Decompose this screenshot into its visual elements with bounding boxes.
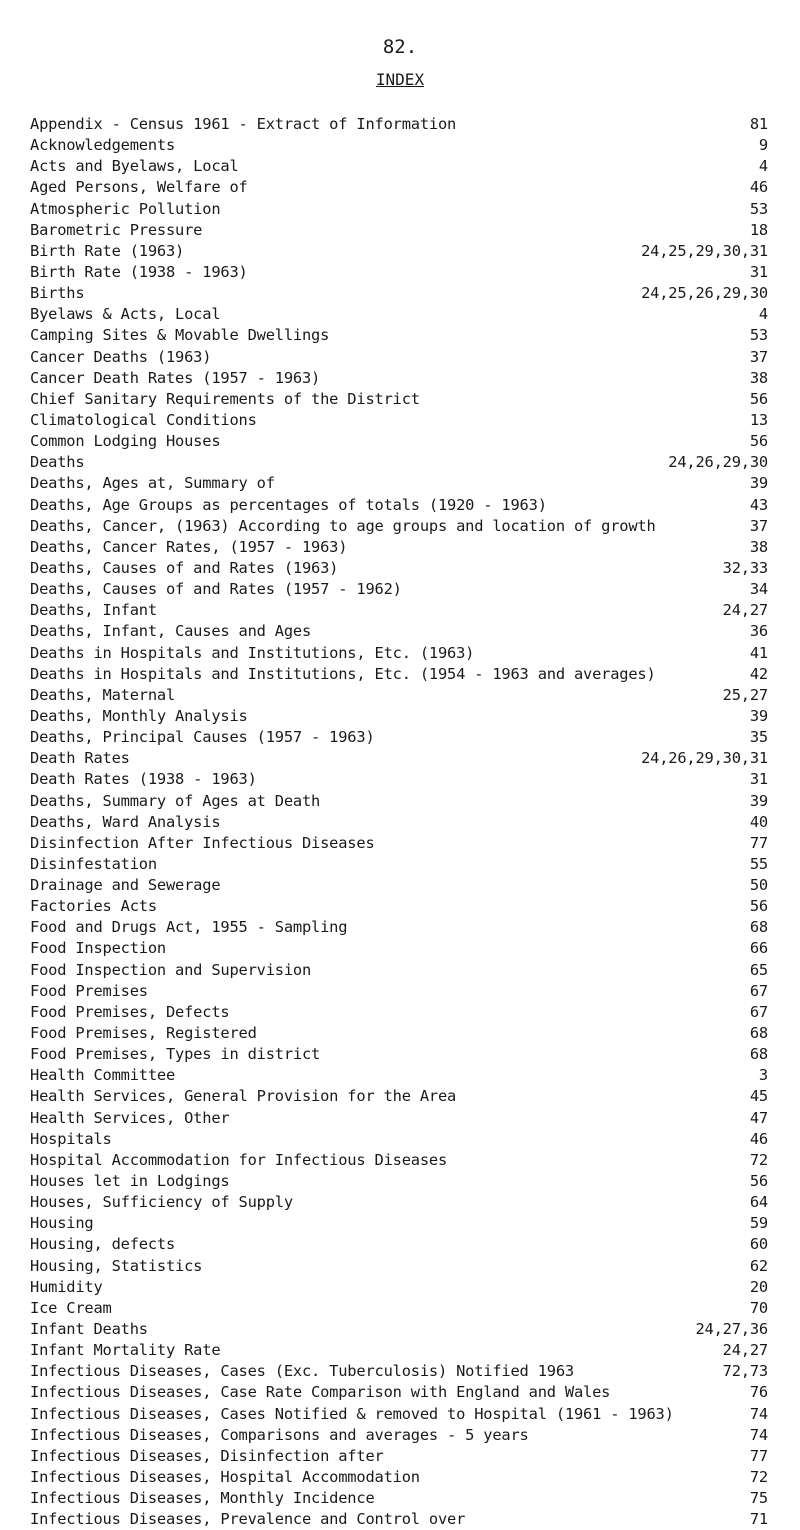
index-entry-pages: 9 [758, 136, 768, 155]
index-entry [30, 1086, 768, 1107]
index-entry [30, 1044, 768, 1065]
index-entry-title: Camping Sites & Movable Dwellings [30, 326, 330, 345]
index-entry-title: Hospital Accommodation for Infectious Diseases [30, 1150, 448, 1169]
index-entry [30, 431, 768, 452]
index-entry [30, 262, 768, 283]
index-entry-title: Cancer Death Rates (1957 - 1963) [30, 368, 321, 387]
index-entry-pages: 56 [749, 1172, 768, 1191]
index-entry-pages: 70 [749, 1298, 768, 1317]
index-entry [30, 854, 768, 875]
index-entry-pages: 45 [749, 1087, 768, 1106]
index-entry-pages: 56 [749, 897, 768, 916]
index-entry [30, 600, 768, 621]
index-entry [30, 960, 768, 981]
index-entry [30, 748, 768, 769]
index-entry-pages: 24,27 [722, 601, 768, 620]
index-entry-pages: 13 [749, 410, 768, 429]
index-entry-title: Deaths, Summary of Ages at Death [30, 791, 321, 810]
index-entry-pages: 38 [749, 368, 768, 387]
index-entry-title: Disinfestation [30, 854, 157, 873]
index-entry-pages: 60 [749, 1235, 768, 1254]
index-entry-title: Infectious Diseases, Disinfection after [30, 1446, 384, 1465]
index-entry-title: Common Lodging Houses [30, 432, 221, 451]
index-entry [30, 917, 768, 938]
index-entry-title: Food Inspection and Supervision [30, 960, 312, 979]
index-entry-title: Deaths, Monthly Analysis [30, 706, 248, 725]
index-entry-pages: 3 [758, 1066, 768, 1085]
index-entry-title: Death Rates [30, 749, 130, 768]
index-entry-title: Infant Mortality Rate [30, 1341, 221, 1360]
index-entry [30, 1150, 768, 1171]
index-entry-pages: 40 [749, 812, 768, 831]
index-entry-pages: 66 [749, 939, 768, 958]
index-entry [30, 389, 768, 410]
index-entry [30, 156, 768, 177]
index-entry [30, 537, 768, 558]
index-entry-title: Deaths, Principal Causes (1957 - 1963) [30, 728, 375, 747]
index-entry-title: Housing, Statistics [30, 1256, 203, 1275]
index-entry-pages: 72 [749, 1150, 768, 1169]
index-entry-title: Drainage and Sewerage [30, 876, 221, 895]
index-entry-pages: 39 [749, 706, 768, 725]
index-entry [30, 368, 768, 389]
index-entry-pages: 46 [749, 1129, 768, 1148]
index-entry [30, 135, 768, 156]
index-entry-title: Deaths, Cancer Rates, (1957 - 1963) [30, 537, 348, 556]
index-entry-title: Infectious Diseases, Cases Notified & removed to Hospital (1961 - 1963) [30, 1404, 674, 1423]
page-number: 82. [382, 36, 418, 58]
index-entry-title: Food Premises, Types in district [30, 1045, 321, 1064]
index-entry-title: Chief Sanitary Requirements of the District [30, 389, 420, 408]
index-entry-title: Climatological Conditions [30, 410, 257, 429]
index-entry-pages: 24,27 [722, 1341, 768, 1360]
index-entry [30, 220, 768, 241]
index-entry-title: Death Rates (1938 - 1963) [30, 770, 257, 789]
index-entry [30, 283, 768, 304]
index-entry [30, 1404, 768, 1425]
index-entry [30, 1467, 768, 1488]
index-entry-title: Infant Deaths [30, 1320, 148, 1339]
index-entry-pages: 47 [749, 1108, 768, 1127]
index-entry-pages: 24,27,36 [695, 1320, 768, 1339]
index-entry [30, 347, 768, 368]
index-entry-pages: 77 [749, 833, 768, 852]
index-entry [30, 1298, 768, 1319]
index-entry-pages: 76 [749, 1383, 768, 1402]
index-entry-title: Housing [30, 1214, 94, 1233]
index-entry [30, 1277, 768, 1298]
index-entry-pages: 50 [749, 876, 768, 895]
index-entry-pages: 43 [749, 495, 768, 514]
index-entry-title: Infectious Diseases, Prevalence and Control over [30, 1510, 466, 1529]
index-entry-title: Aged Persons, Welfare of [30, 178, 248, 197]
index-entry-title: Food Premises, Registered [30, 1024, 257, 1043]
index-entry-title: Food Premises [30, 981, 148, 1000]
index-entry-pages: 53 [749, 199, 768, 218]
index-entry-pages: 68 [749, 1045, 768, 1064]
index-entry [30, 1319, 768, 1340]
index-entry [30, 241, 768, 262]
index-entry-pages: 42 [749, 664, 768, 683]
index-entry-title: Acknowledgements [30, 136, 176, 155]
index-entry-pages: 68 [749, 918, 768, 937]
index-entry-title: Barometric Pressure [30, 220, 203, 239]
index-entry-pages: 56 [749, 389, 768, 408]
index-entry-title: Deaths, Infant [30, 601, 157, 620]
index-entry-pages: 41 [749, 643, 768, 662]
index-entry [30, 1002, 768, 1023]
index-entry-pages: 35 [749, 728, 768, 747]
index-entry-pages: 74 [749, 1404, 768, 1423]
index-entry-title: Birth Rate (1938 - 1963) [30, 262, 248, 281]
index-entry [30, 833, 768, 854]
index-entry-pages: 75 [749, 1489, 768, 1508]
index-entry [30, 875, 768, 896]
index-entry [30, 938, 768, 959]
index-entry-pages: 62 [749, 1256, 768, 1275]
index-entry-pages: 25,27 [722, 685, 768, 704]
index-entry [30, 177, 768, 198]
index-entry-title: Appendix - Census 1961 - Extract of Information [30, 115, 457, 133]
index-entry-pages: 39 [749, 474, 768, 493]
index-entry [30, 727, 768, 748]
index-entry [30, 1213, 768, 1234]
index-entry-title: Deaths, Infant, Causes and Ages [30, 622, 312, 641]
index-entry-title: Housing, defects [30, 1235, 176, 1254]
index-entry-pages: 20 [749, 1277, 768, 1296]
index-entry-title: Infectious Diseases, Case Rate Comparison with England and Wales [30, 1383, 611, 1402]
index-entry [30, 516, 768, 537]
index-entry-title: Deaths, Causes of and Rates (1957 - 1962) [30, 580, 402, 599]
index-entry [30, 1108, 768, 1129]
index-entry-title: Infectious Diseases, Monthly Incidence [30, 1489, 375, 1508]
index-entry-list [30, 114, 768, 1530]
index-entry-title: Byelaws & Acts, Local [30, 305, 221, 324]
index-entry-pages: 68 [749, 1024, 768, 1043]
index-entry-pages: 71 [749, 1510, 768, 1529]
index-entry [30, 791, 768, 812]
index-entry [30, 1425, 768, 1446]
index-entry [30, 1361, 768, 1382]
index-title: INDEX [375, 70, 425, 89]
index-entry [30, 769, 768, 790]
index-entry-title: Disinfection After Infectious Diseases [30, 833, 375, 852]
index-entry-pages: 59 [749, 1214, 768, 1233]
index-entry-title: Hospitals [30, 1129, 112, 1148]
index-entry-pages: 53 [749, 326, 768, 345]
index-entry [30, 812, 768, 833]
index-entry-pages: 56 [749, 432, 768, 451]
index-entry-title: Food Premises, Defects [30, 1002, 230, 1021]
index-entry-title: Deaths, Age Groups as percentages of totals (1920 - 1963) [30, 495, 547, 514]
index-entry [30, 199, 768, 220]
index-entry-title: Infectious Diseases, Hospital Accommodation [30, 1468, 420, 1486]
index-entry-pages: 72 [749, 1468, 768, 1486]
index-entry-pages: 67 [749, 1002, 768, 1021]
index-entry-pages: 74 [749, 1425, 768, 1444]
index-entry-title: Factories Acts [30, 897, 157, 916]
index-entry-pages: 37 [749, 516, 768, 535]
index-entry [30, 473, 768, 494]
index-entry [30, 685, 768, 706]
index-entry [30, 981, 768, 1002]
index-entry [30, 1023, 768, 1044]
index-entry [30, 1065, 768, 1086]
index-entry-title: Health Committee [30, 1066, 176, 1085]
index-entry-pages: 81 [749, 115, 768, 133]
index-entry-pages: 64 [749, 1193, 768, 1212]
index-entry-pages: 4 [758, 157, 768, 176]
index-entry-pages: 24,25,26,29,30 [641, 284, 768, 303]
index-entry-pages: 65 [749, 960, 768, 979]
index-entry [30, 114, 768, 135]
index-entry-title: Infectious Diseases, Comparisons and averages - 5 years [30, 1425, 529, 1444]
index-entry-title: Houses let in Lodgings [30, 1172, 230, 1191]
index-entry [30, 495, 768, 516]
index-entry [30, 1382, 768, 1403]
index-entry-title: Deaths, Causes of and Rates (1963) [30, 558, 339, 577]
index-entry-title: Food Inspection [30, 939, 166, 958]
index-entry-pages: 37 [749, 347, 768, 366]
index-entry [30, 1192, 768, 1213]
index-entry-title: Births [30, 284, 85, 303]
index-entry-pages: 31 [749, 770, 768, 789]
index-entry-title: Deaths, Cancer, (1963) According to age groups and location of growth [30, 516, 656, 535]
index-entry-title: Cancer Deaths (1963) [30, 347, 212, 366]
index-entry-pages: 31 [749, 262, 768, 281]
index-entry-title: Health Services, General Provision for the Area [30, 1087, 457, 1106]
index-entry [30, 1340, 768, 1361]
index-entry-pages: 34 [749, 580, 768, 599]
index-entry-title: Health Services, Other [30, 1108, 230, 1127]
index-entry [30, 1488, 768, 1509]
index-entry [30, 304, 768, 325]
index-entry-title: Food and Drugs Act, 1955 - Sampling [30, 918, 348, 937]
index-entry-pages: 67 [749, 981, 768, 1000]
index-entry [30, 410, 768, 431]
index-entry [30, 1256, 768, 1277]
index-entry-pages: 24,26,29,30,31 [641, 749, 768, 768]
index-entry [30, 706, 768, 727]
index-entry-title: Deaths, Ages at, Summary of [30, 474, 275, 493]
index-entry [30, 1234, 768, 1255]
index-entry-pages: 24,26,29,30 [668, 453, 768, 472]
index-entry-pages: 36 [749, 622, 768, 641]
index-entry-pages: 77 [749, 1446, 768, 1465]
index-entry-title: Ice Cream [30, 1298, 112, 1317]
index-entry [30, 325, 768, 346]
index-entry-pages: 46 [749, 178, 768, 197]
index-entry-title: Deaths, Ward Analysis [30, 812, 221, 831]
index-entry-title: Deaths in Hospitals and Institutions, Etc. (1954 - 1963 and averages) [30, 664, 656, 683]
index-entry-pages: 39 [749, 791, 768, 810]
index-entry [30, 1171, 768, 1192]
index-entry-pages: 32,33 [722, 558, 768, 577]
index-entry-title: Humidity [30, 1277, 103, 1296]
index-entry [30, 558, 768, 579]
index-entry-pages: 55 [749, 854, 768, 873]
index-entry [30, 1446, 768, 1467]
index-entry [30, 664, 768, 685]
index-entry-pages: 4 [758, 305, 768, 324]
index-entry-title: Deaths in Hospitals and Institutions, Etc. (1963) [30, 643, 475, 662]
index-entry [30, 1509, 768, 1530]
index-entry [30, 579, 768, 600]
index-entry-pages: 38 [749, 537, 768, 556]
index-entry-title: Atmospheric Pollution [30, 199, 221, 218]
index-entry [30, 643, 768, 664]
index-entry-title: Houses, Sufficiency of Supply [30, 1193, 293, 1212]
index-entry-title: Acts and Byelaws, Local [30, 157, 239, 176]
index-entry-pages: 72,73 [722, 1362, 768, 1381]
index-entry [30, 452, 768, 473]
index-entry-title: Deaths, Maternal [30, 685, 176, 704]
index-entry-title: Birth Rate (1963) [30, 241, 185, 260]
index-entry [30, 1129, 768, 1150]
index-entry-title: Infectious Diseases, Cases (Exc. Tuberculosis) Notified 1963 [30, 1362, 574, 1381]
index-entry-pages: 24,25,29,30,31 [641, 241, 768, 260]
index-entry-pages: 18 [749, 220, 768, 239]
index-entry [30, 896, 768, 917]
index-entry-title: Deaths [30, 453, 85, 472]
index-entry [30, 621, 768, 642]
